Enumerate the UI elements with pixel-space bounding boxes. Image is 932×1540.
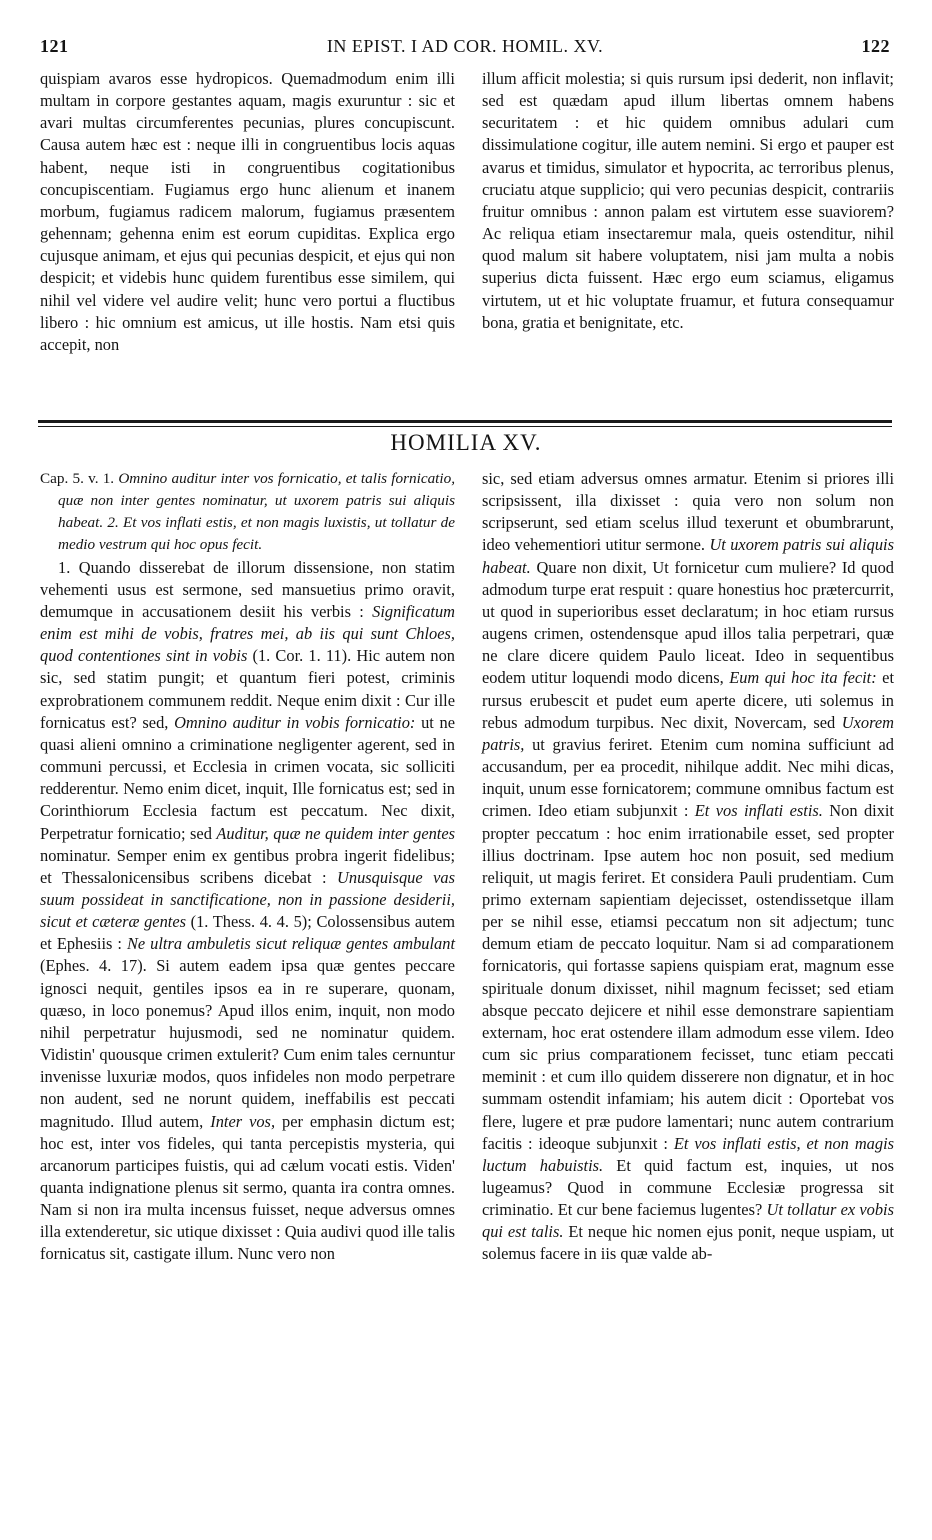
quote: Ut uxorem patris sui aliquis habeat. bbox=[482, 535, 894, 577]
running-title: IN EPIST. I AD COR. HOMIL. XV. bbox=[326, 36, 604, 56]
bottom-left-column bbox=[40, 468, 455, 1266]
quote: Ut tollatur ex vobis qui est talis. bbox=[482, 1200, 894, 1242]
page-number-right: 122 bbox=[861, 36, 890, 56]
section-heading: HOMILIA XV. bbox=[390, 430, 542, 455]
section-divider-thin bbox=[38, 426, 892, 427]
quote: Inter vos, bbox=[210, 1111, 276, 1131]
quote: Et vos inflati estis, et non magis luctum habuistis. bbox=[482, 1133, 894, 1175]
scripture-quote: Omnino auditur inter vos fornicatio, et talis fornicatio, quæ non inter gentes nominatur, ut uxorem patris sui aliquis habeat. 2. Et vos inflati estis, et non magis luxistis, ut tollatur de medio vestrum qui hoc opus fecit. bbox=[58, 470, 456, 554]
quote: Eum qui hoc ita fecit: bbox=[729, 668, 877, 688]
scripture-citation bbox=[40, 468, 455, 557]
running-header bbox=[40, 36, 890, 60]
quote: Significatum enim est mihi de vobis, fratres mei, ab iis qui sunt Chloes, quod contentiones sint in vobis bbox=[40, 601, 455, 666]
quote: Auditur, quæ ne quidem inter gentes bbox=[216, 823, 455, 843]
page-number-left: 121 bbox=[40, 36, 69, 56]
quote: Ne ultra ambuletis sicut reliquæ gentes ambulant bbox=[126, 934, 455, 954]
quote: Et vos inflati estis. bbox=[694, 801, 823, 821]
paragraph: 1. Quando disserebat de illorum dissensione, non statim vehementi usus est sermone, sed mansuetius primo oravit, demumque in accusationem desiit his verbis : Significatum enim est mihi de vobis, fratres mei, ab iis qui sunt Chloes, quod contentiones sint in vobis (1. Cor. 1. 11). Hic autem non sic, sed statim pungit; et quantum fieri potest, criminis exprobrationem communem reddit. Neque enim dixit : Cur ille fornicatus est? sed, Omnino auditur in vobis fornicatio: ut ne quasi alieni omnino a criminatione negligenter agerent, sed in communi percussi, et Ecclesia in crimen vocata, sic solliciti redderentur. Nemo enim dicet, inquit, Ille fornicatus est; sed in Corinthiorum Ecclesia factum est peccatum. Nec dixit, Perpetratur fornicatio; sed Auditur, quæ ne quidem inter gentes nominatur. Semper enim ex gentibus probra ingerit fidelibus; et Thessalonicensibus scribens dicebat : Unusquisque vas suum possideat in sanctificatione, non in passione desiderii, sicut et cæteræ gentes (1. Thess. 4. 4. 5); Colossensibus autem et Ephesiis : Ne ultra ambuletis sicut reliquæ gentes ambulant (Ephes. 4. 17). Si autem eadem ipsa quæ gentes peccare ignosci nequit, gentiles ipsos ea in re superare, quonam, quæso, in loco ponemus? Apud illos enim, inquit, non modo nihil perpetratur hujusmodi, sed ne nominatur quidem. Vidistin' quousque crimen extulerit? Cum enim tales cernuntur invenisse luxuriæ modos, quos infideles non modo perpetrare non audent, sed ne norunt quidem, ineffabilis est peccati magnitudo. Illud autem, Inter vos, per emphasin dictum est; hoc est, inter vos fideles, qui tanta percepistis mysteria, qui arcanorum participes fuistis, qui ad cælum vocati estis. Viden' quanta indignatione plenus sit sermo, quanta ira contra omnes. Nam si non ira multa incensus fuisset, neque adversus omnes illa extenderetur, sic utique dixisset : Quia audivi quod ille talis fornicatus sit, castigate illum. Nunc vero non bbox=[40, 557, 455, 1264]
bottom-right-column bbox=[482, 468, 894, 1266]
top-right-column bbox=[482, 68, 894, 334]
paragraph: illum afficit molestia; si quis rursum ipsi dederit, non inflavit; sed est quædam apud illum libertas omnem habens securitatem : et hic quidem omnibus adulari cum dissimulatione cogitur, ille autem nemini. Si ergo et pauper est avarus et timidus, simulator et hypocrita, ac terroribus plenus, cruciatu atque supplicio; qui vero pecunias despicit, contrariis fruitur omnibus : annon palam est virtutem esse suaviorem? Ac reliqua etiam insectaremur mala, queis ostenditur, nihil quod malum sit habere voluptatem, nisi jam multa a nobis superius dicta fuissent. Hæc ergo eum sciamus, eligamus virtutem, ut et hic voluptate fruamur, et futura consequamur bona, gratia et benignitate, etc. bbox=[482, 69, 894, 332]
quote: Uxorem patris, bbox=[482, 712, 894, 754]
chapter-verse-ref: Cap. 5. v. 1. bbox=[40, 470, 115, 487]
section-divider-thick bbox=[38, 420, 892, 423]
top-left-column bbox=[40, 68, 455, 356]
quote: Omnino auditur in vobis fornicatio: bbox=[174, 712, 416, 732]
paragraph: sic, sed etiam adversus omnes armatur. Etenim si priores illi scripsissent, illa dixisset : quia vero non solum non scripserunt, sed etiam scelus illud texerunt et obumbrarunt, ideo vehementiori utitur sermone. Ut uxorem patris sui aliquis habeat. Quare non dixit, Ut fornicetur cum muliere? Id quod admodum turpe erat respuit : quare honestius hoc prætercurrit, ut quod in superioribus esset declaratum; in hoc etiam rursus augens crimen, ostendensque apud illos talia perpetrari, quæ ne clare dicere quidem Paulo liceat. Ideo in sequentibus eodem utitur loquendi modo dicens, Eum qui hoc ita fecit: et rursus erubescit et pudet eum aperte dicere, uti solemus in rebus admodum turpibus. Nec dixit, Novercam, sed Uxorem patris, ut gravius feriret. Etenim cum nomina sufficiunt ad accusandum, per ea procedit, nihilque addit. Nec mihi dicas, inquit, unum esse fornicatorem; commune omnibus factum est crimen. Ideo etiam subjunxit : Et vos inflati estis. Non dixit propter peccatum : hoc enim irrationabile esset, sed propter illius doctrinam. Ipse autem hoc non posuit, sed medium reliquit, ut magis feriret. Et considera Pauli prudentiam. Cum primo externam sapientiam dejecisset, ostendissetque illam per se nihil esse, etiamsi peccatum non sit adjectum; tunc demum etiam de peccato loquitur. Nam si ad comparationem fornicatoris, qui fortasse sapiens quispiam erat, magnum esse spirituale donum dixisset, nihil magnum fecisset; sed etiam absque peccato dejicere et nihil esse demonstrare sapientiam externam, hoc erat ostendere illam admodum esse vilem. Ideo cum sic prius comparationem fecisset, tunc etiam peccati meminit : et cum illo quidem disserere non dignatur, et in hoc summam ostendit infamiam; his autem dicit : Oportebat vos flere, lugere et præ pudore lamentari; nunc autem contrarium facitis : ideoque subjunxit : Et vos inflati estis, et non magis luctum habuistis. Et quid factum est, inquies, ut nos lugeamus? Quod in commune Ecclesiæ progressa sit criminatio. Et cur bene faciemus lugentes? Ut tollatur ex vobis qui est talis. Et neque hic nomen ejus ponit, neque uspiam, ut solemus facere in iis quæ valde ab- bbox=[482, 469, 894, 1264]
paragraph: quispiam avaros esse hydropicos. Quemadmodum enim illi multam in corpore gestantes aquam, magis exuruntur : sic et avari multas circumferentes pecunias, plures concupiscunt. Causa autem hæc est : neque illi in congruentibus locis aquas habent, neque isti in congruentibus cogitationibus concupiscentiam. Fugiamus ergo hunc alienum et inanem morbum, fugiamus radicem malorum, fugiamus præsentem gehennam; gehenna enim est eorum cupiditas. Explica ergo cujusque animam, et ejus qui pecunias despicit, et ejus qui non despicit; et videbis hunc quidem furentibus esse similem, qui nihil vel videre vel audire velit; hunc vero portui a fluctibus libero : hic omnium est amicus, ut ille hostis. Nam etsi quis accepit, non bbox=[40, 69, 455, 354]
quote: Unusquisque vas suum possideat in sanctificatione, non in passione desiderii, sicut et cæteræ gentes bbox=[40, 867, 455, 932]
